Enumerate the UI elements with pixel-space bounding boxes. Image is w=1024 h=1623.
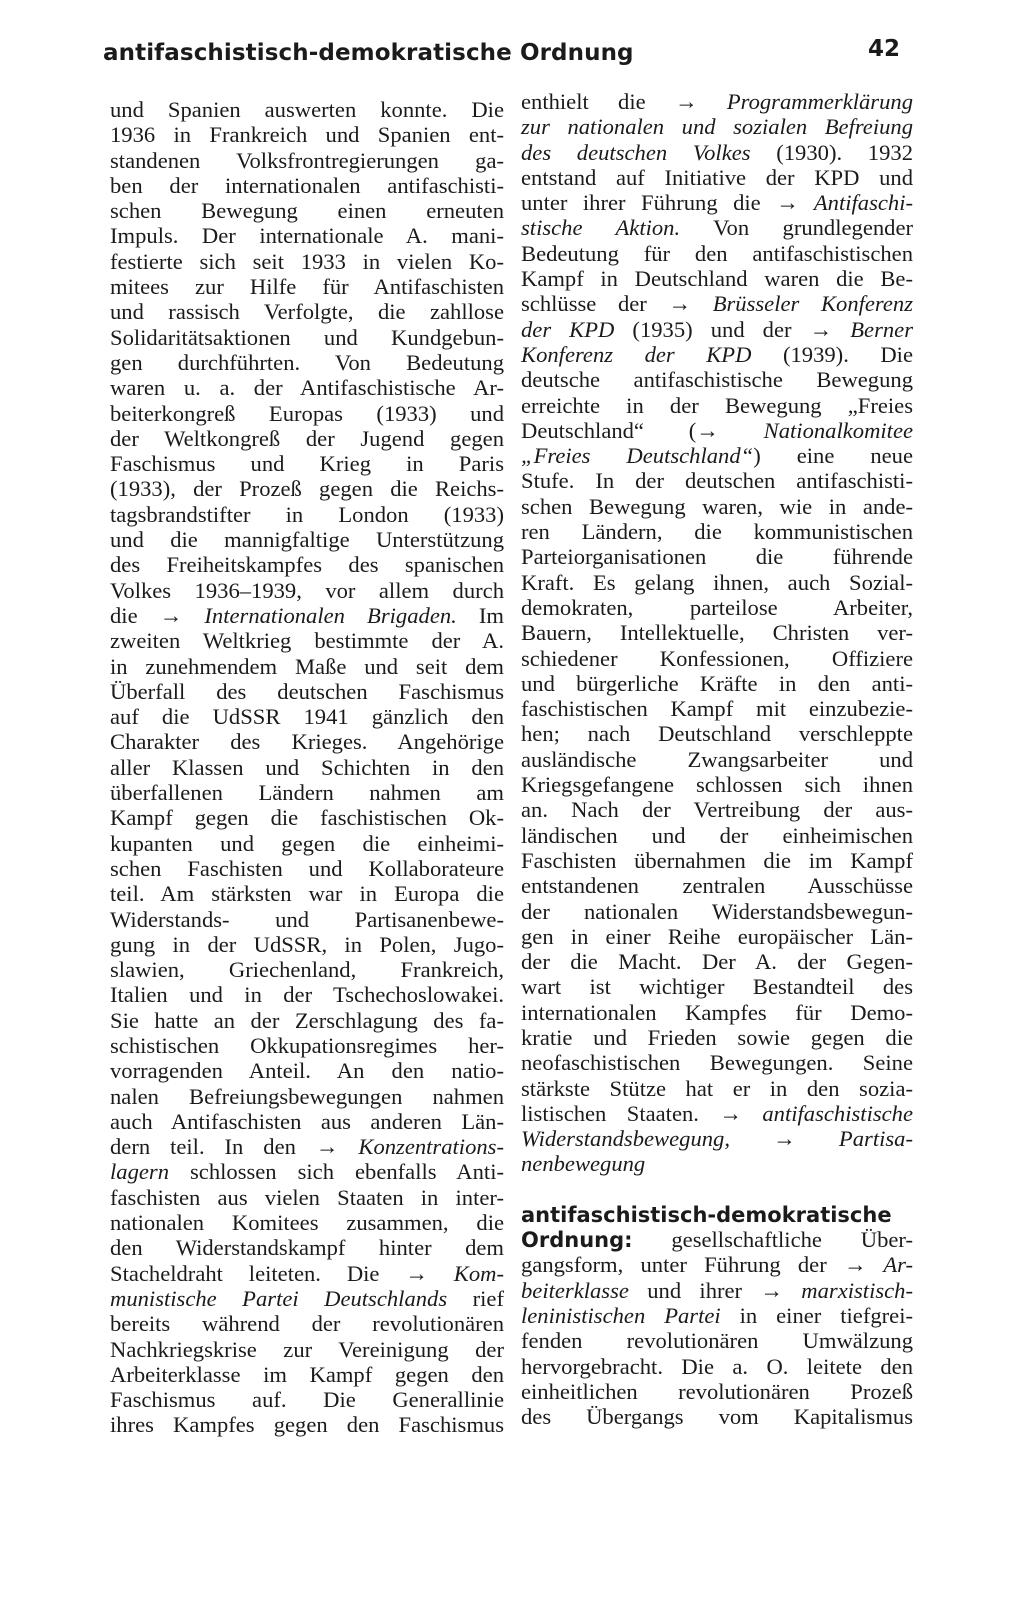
text-segment: gesellschaftliche Über-: [632, 1227, 913, 1253]
cross-reference-text: Antifaschi-: [798, 190, 914, 216]
text-segment: die: [110, 602, 160, 628]
cross-reference-arrow: →: [809, 316, 833, 342]
text-line: [110, 401, 504, 426]
text-line: [521, 1252, 913, 1277]
text-segment: schlüsse der: [521, 291, 669, 317]
text-line: [521, 342, 913, 367]
text-segment: Faschismus auf. Die Generallinie: [110, 1387, 504, 1413]
text-line: [110, 350, 504, 375]
cross-reference-arrow: →: [405, 1260, 428, 1286]
text-line: [110, 881, 504, 906]
text-segment: standenen Volksfrontregierungen ga-: [110, 147, 504, 173]
text-segment: Faschisten übernahmen die im Kampf: [521, 847, 913, 873]
cross-reference-text: nenbewegung: [521, 1151, 646, 1177]
text-segment: der Weltkongreß der Jugend gegen: [110, 425, 504, 451]
cross-reference-text: beiterklasse: [521, 1277, 629, 1303]
text-line: [110, 654, 504, 679]
text-line: [521, 1354, 913, 1379]
text-line: [521, 241, 913, 266]
cross-reference-text: Internationalen Brigaden.: [182, 602, 457, 628]
text-line: [110, 603, 504, 628]
text-line: [110, 249, 504, 274]
entry-headword-tail: Ordnung:: [521, 1228, 633, 1253]
cross-reference-arrow: →: [776, 190, 799, 216]
text-line: [110, 97, 504, 122]
text-segment: deutsche antifaschistische Bewegung: [521, 367, 913, 393]
text-segment: schistischen Okkupationsregimes her-: [110, 1032, 504, 1058]
text-segment: Parteiorganisationen die führende: [521, 544, 913, 570]
text-line: [110, 552, 504, 577]
text-segment: Nachkriegskrise zur Vereinigung der: [110, 1336, 504, 1362]
text-line: [521, 494, 913, 519]
text-line: [521, 570, 913, 595]
text-segment: schlossen sich ebenfalls Anti-: [169, 1159, 504, 1185]
cross-reference-arrow: →: [315, 1134, 339, 1160]
text-line: [110, 1210, 504, 1235]
text-segment: festierte sich seit 1933 in vielen Ko-: [110, 248, 504, 274]
text-segment: schiedener Konfessionen, Offiziere: [521, 645, 913, 671]
running-title: antifaschistisch-demokratische Ordnung: [103, 40, 634, 66]
text-segment: Kampf gegen die faschistischen Ok-: [110, 805, 504, 831]
text-line: [521, 519, 913, 544]
text-segment: der nationalen Widerstandsbewegun-: [521, 898, 913, 924]
text-line: [110, 831, 504, 856]
text-line: [110, 122, 504, 147]
text-line: [110, 679, 504, 704]
cross-reference-text: zur nationalen und sozialen Befreiung: [521, 114, 913, 140]
text-segment: erreichte in der Bewegung „Freies: [521, 392, 913, 418]
text-line: [521, 468, 913, 493]
text-segment: des Freiheitskampfes des spanischen: [110, 552, 504, 578]
text-segment: Italien und in der Tschechoslowakei.: [110, 982, 504, 1008]
text-line: [110, 325, 504, 350]
text-segment: nationalen Komitees zusammen, die: [110, 1210, 504, 1236]
text-segment: in einer tiefgrei-: [720, 1302, 913, 1328]
text-line: [110, 223, 504, 248]
cross-reference-arrow: →: [668, 291, 692, 317]
text-segment: einheitlichen revolutionären Prozeß: [521, 1378, 913, 1404]
text-segment: gen durchführten. Von Bedeutung: [110, 349, 504, 375]
text-segment: Impuls. Der internationale A. mani-: [110, 223, 504, 249]
cross-reference-text: antifaschistische: [741, 1100, 913, 1126]
text-line: [521, 1101, 913, 1126]
text-segment: Im: [456, 602, 504, 628]
text-segment: Charakter des Krieges. Angehörige: [110, 729, 504, 755]
text-line: [521, 291, 913, 316]
text-segment: und rassisch Verfolgte, die zahllose: [110, 299, 504, 325]
text-segment: beiterkongreß Europas (1933) und: [110, 400, 504, 426]
cross-reference-arrow: →: [719, 1100, 742, 1126]
text-segment: auf die UdSSR 1941 gänzlich den: [110, 704, 504, 730]
text-line: [521, 1025, 913, 1050]
text-segment: Faschismus und Krieg in Paris: [110, 451, 504, 477]
text-segment: kupanten und gegen die einheimi-: [110, 830, 504, 856]
text-line: [110, 476, 504, 501]
text-line: [521, 620, 913, 645]
text-line: [110, 426, 504, 451]
right-column: [521, 89, 913, 1429]
text-line: [110, 628, 504, 653]
text-line: [521, 1303, 913, 1328]
text-segment: 1936 in Frankreich und Spanien ent-: [110, 122, 504, 148]
text-segment: rief: [447, 1285, 504, 1311]
text-segment: faschisten aus vielen Staaten in inter-: [110, 1184, 504, 1210]
text-segment: [730, 1126, 773, 1151]
text-segment: und bürgerliche Kräfte in den anti-: [521, 670, 913, 696]
text-line: [110, 755, 504, 780]
text-line: [110, 173, 504, 198]
text-line: [110, 1084, 504, 1109]
text-segment: (1933), der Prozeß gegen die Reichs-: [110, 476, 504, 502]
text-segment: enthielt die: [521, 89, 675, 114]
cross-reference-text: Programmerklärung: [697, 89, 913, 114]
text-line: [110, 502, 504, 527]
text-segment: teil. Am stärksten war in Europa die: [110, 881, 504, 907]
text-segment: Stufe. In der deutschen antifaschisti-: [521, 468, 913, 494]
text-line: [110, 148, 504, 173]
text-segment: hen; nach Deutschland verschleppte: [521, 721, 913, 747]
text-line: [110, 957, 504, 982]
text-line: [521, 114, 913, 139]
text-segment: Sie hatte an der Zerschlagung des fa-: [110, 1007, 504, 1033]
text-segment: in zunehmendem Maße und seit dem: [110, 653, 504, 679]
text-line: [110, 1058, 504, 1083]
text-line: [110, 1261, 504, 1286]
text-line: [521, 215, 913, 240]
text-segment: aller Klassen und Schichten in den: [110, 754, 504, 780]
text-segment: Stacheldraht leiteten. Die: [110, 1260, 406, 1286]
text-segment: schen Faschisten und Kollaborateure: [110, 855, 504, 881]
cross-reference-text: stische Aktion.: [521, 215, 681, 241]
text-line: [521, 646, 913, 671]
text-segment: gen in einer Reihe europäischer Län-: [521, 923, 913, 949]
text-line: [521, 696, 913, 721]
text-segment: waren u. a. der Antifaschistische Ar-: [110, 375, 504, 401]
text-segment: slawien, Griechenland, Frankreich,: [110, 957, 504, 983]
text-line: [521, 367, 913, 392]
text-segment: internationalen Kampfes für Demo-: [521, 999, 913, 1025]
cross-reference-text: Nationalkomitee: [718, 417, 913, 443]
text-line: [521, 721, 913, 746]
text-segment: Kampf in Deutschland waren die Be-: [521, 266, 913, 292]
text-line: [110, 1008, 504, 1033]
entry-headword-line: [521, 1202, 913, 1227]
text-segment: fenden revolutionären Umwälzung: [521, 1328, 913, 1354]
cross-reference-arrow: →: [773, 1126, 796, 1152]
text-line: [521, 772, 913, 797]
text-segment: Deutschland“ (: [521, 417, 697, 443]
text-segment: Überfall des deutschen Faschismus: [110, 678, 504, 704]
text-line: [110, 1311, 504, 1336]
cross-reference-text: Konzentrations-: [338, 1134, 504, 1160]
text-line: [521, 544, 913, 569]
text-segment: stärkste Stütze hat er in den sozia-: [521, 1075, 913, 1101]
text-line: [110, 527, 504, 552]
text-line: [521, 823, 913, 848]
text-line: [521, 317, 913, 342]
text-line: [110, 982, 504, 1007]
text-segment: hervorgebracht. Die a. O. leitete den: [521, 1353, 913, 1379]
cross-reference-arrow: →: [674, 89, 698, 114]
text-line: [110, 198, 504, 223]
text-segment: mitees zur Hilfe für Antifaschisten: [110, 274, 504, 300]
page-number: 42: [868, 36, 901, 62]
text-line: [521, 1000, 913, 1025]
text-line: [110, 1109, 504, 1134]
text-line: [521, 190, 913, 215]
text-segment: und die mannigfaltige Unterstützung: [110, 527, 504, 553]
text-line: [521, 1404, 913, 1429]
text-segment: demokraten, parteilose Arbeiter,: [521, 594, 913, 620]
text-line: [110, 780, 504, 805]
text-line: [110, 1337, 504, 1362]
cross-reference-text: des deutschen Volkes: [521, 139, 751, 165]
text-line: [110, 1387, 504, 1412]
text-line: [110, 1134, 504, 1159]
text-line: [521, 89, 913, 114]
dictionary-entry: [521, 1202, 913, 1430]
text-segment: (1935) und der: [614, 316, 810, 342]
text-segment: auch Antifaschisten aus anderen Län-: [110, 1108, 504, 1134]
text-line: [110, 299, 504, 324]
cross-reference-arrow: →: [760, 1277, 783, 1303]
text-segment: faschistischen Kampf mit einzubezie-: [521, 696, 913, 722]
text-line: [521, 949, 913, 974]
text-segment: und ihrer: [628, 1277, 761, 1303]
cross-reference-text: marxistisch-: [782, 1277, 913, 1303]
text-line: [521, 671, 913, 696]
text-segment: entstand auf Initiative der KPD und: [521, 164, 913, 190]
text-line: [521, 848, 913, 873]
text-line: [521, 1379, 913, 1404]
text-line: [521, 747, 913, 772]
text-line: [521, 899, 913, 924]
cross-reference-text: der KPD: [521, 316, 615, 342]
text-segment: listischen Staaten.: [521, 1100, 720, 1126]
text-segment: nalen Befreiungsbewegungen nahmen: [110, 1083, 504, 1109]
text-segment: ben der internationalen antifaschisti-: [110, 172, 504, 198]
text-segment: vorragenden Anteil. An den natio-: [110, 1058, 504, 1084]
text-line: [110, 375, 504, 400]
text-segment: Kraft. Es gelang ihnen, auch Sozial-: [521, 569, 913, 595]
text-segment: Kriegsgefangene schlossen sich ihnen: [521, 772, 913, 798]
text-line: [521, 165, 913, 190]
text-segment: Arbeiterklasse im Kampf gegen den: [110, 1361, 504, 1387]
text-line: [110, 578, 504, 603]
text-line: [110, 274, 504, 299]
text-segment: entstandenen zentralen Ausschüsse: [521, 873, 913, 899]
text-segment: überfallenen Ländern nahmen am: [110, 780, 504, 806]
text-line: [521, 266, 913, 291]
text-line: [110, 1159, 504, 1184]
text-segment: ihres Kampfes gegen den Faschismus: [110, 1412, 504, 1438]
entry-headword: antifaschistisch-demokratische: [521, 1202, 892, 1227]
text-segment: (1930). 1932: [750, 139, 913, 165]
text-segment: dern teil. In den: [110, 1134, 316, 1160]
text-line: [110, 729, 504, 754]
cross-reference-text: Berner: [832, 316, 913, 342]
text-segment: kratie und Frieden sowie gegen die: [521, 1024, 913, 1050]
entry-spacer: [521, 1177, 913, 1202]
cross-reference-text: Ar-: [866, 1252, 914, 1278]
cross-reference-text: Kom-: [427, 1260, 504, 1286]
text-segment: Bauern, Intellektuelle, Christen ver-: [521, 620, 913, 646]
text-segment: Widerstands- und Partisanenbewe-: [110, 906, 504, 932]
left-column: [110, 97, 504, 1438]
text-segment: Bedeutung für den antifaschistischen: [521, 240, 913, 266]
text-line: [521, 595, 913, 620]
cross-reference-text: lagern: [110, 1159, 169, 1185]
text-line: [110, 1412, 504, 1437]
text-segment: Solidaritätsaktionen und Kundgebun-: [110, 324, 504, 350]
text-line: [521, 393, 913, 418]
text-line: [521, 1126, 913, 1151]
text-segment: des Übergangs vom Kapitalismus: [521, 1404, 913, 1430]
text-segment: (1939). Die: [751, 341, 913, 367]
cross-reference-text: leninistischen Partei: [521, 1302, 721, 1328]
text-line: [521, 797, 913, 822]
text-line: [110, 1235, 504, 1260]
text-segment: bereits während der revolutionären: [110, 1311, 504, 1337]
text-line: [110, 1033, 504, 1058]
text-segment: schen Bewegung einen erneuten: [110, 198, 504, 224]
text-segment: ) eine neue: [753, 443, 913, 469]
cross-reference-text: munistische Partei Deutschlands: [110, 1285, 448, 1311]
text-segment: tagsbrandstifter in London (1933): [110, 501, 504, 527]
text-line: [521, 1151, 913, 1176]
text-segment: schen Bewegung waren, wie in ande-: [521, 493, 913, 519]
right-column-text: [521, 89, 913, 1177]
text-line: [521, 1076, 913, 1101]
cross-reference-arrow: →: [159, 602, 183, 628]
text-segment: an. Nach der Vertreibung der aus-: [521, 797, 913, 823]
text-line: [521, 1328, 913, 1353]
text-line: [521, 443, 913, 468]
text-line: [110, 1362, 504, 1387]
text-segment: unter ihrer Führung die: [521, 190, 777, 216]
text-line: [110, 1185, 504, 1210]
text-line: [110, 932, 504, 957]
text-segment: Von grundlegender: [680, 215, 914, 241]
cross-reference-arrow: →: [696, 417, 719, 443]
text-segment: ausländische Zwangsarbeiter und: [521, 746, 913, 772]
text-segment: zweiten Weltkrieg bestimmte der A.: [110, 628, 504, 654]
text-line: [521, 924, 913, 949]
cross-reference-arrow: →: [843, 1252, 867, 1278]
cross-reference-text: Widerstandsbewegung,: [521, 1126, 730, 1152]
text-line: [110, 1286, 504, 1311]
text-segment: und Spanien auswerten konnte. Die: [110, 97, 504, 122]
text-line: [521, 873, 913, 898]
text-line: [110, 907, 504, 932]
text-line: [110, 704, 504, 729]
text-segment: ländischen und der einheimischen: [521, 822, 913, 848]
text-line: [110, 805, 504, 830]
entry-body: [521, 1227, 913, 1429]
text-segment: ren Ländern, die kommunistischen: [521, 519, 913, 545]
text-line: [521, 1278, 913, 1303]
text-segment: der die Macht. Der A. der Gegen-: [521, 949, 913, 975]
text-line: [521, 1050, 913, 1075]
cross-reference-text: „Freies Deutschland“: [521, 443, 754, 469]
text-segment: den Widerstandskampf hinter dem: [110, 1235, 504, 1261]
text-segment: Volkes 1936–1939, vor allem durch: [110, 577, 504, 603]
cross-reference-text: Brüsseler Konferenz: [691, 291, 913, 317]
text-line: [110, 856, 504, 881]
cross-reference-text: Konferenz der KPD: [521, 341, 752, 367]
text-line: [521, 418, 913, 443]
text-line: [521, 140, 913, 165]
text-segment: gung in der UdSSR, in Polen, Jugo-: [110, 931, 504, 957]
text-segment: neofaschistischen Bewegungen. Seine: [521, 1050, 913, 1076]
cross-reference-text: Partisa-: [795, 1126, 913, 1152]
text-line: [521, 974, 913, 999]
text-segment: wart ist wichtiger Bestandteil des: [521, 974, 913, 1000]
text-line: [521, 1227, 913, 1252]
text-segment: gangsform, unter Führung der: [521, 1252, 844, 1278]
text-line: [110, 451, 504, 476]
